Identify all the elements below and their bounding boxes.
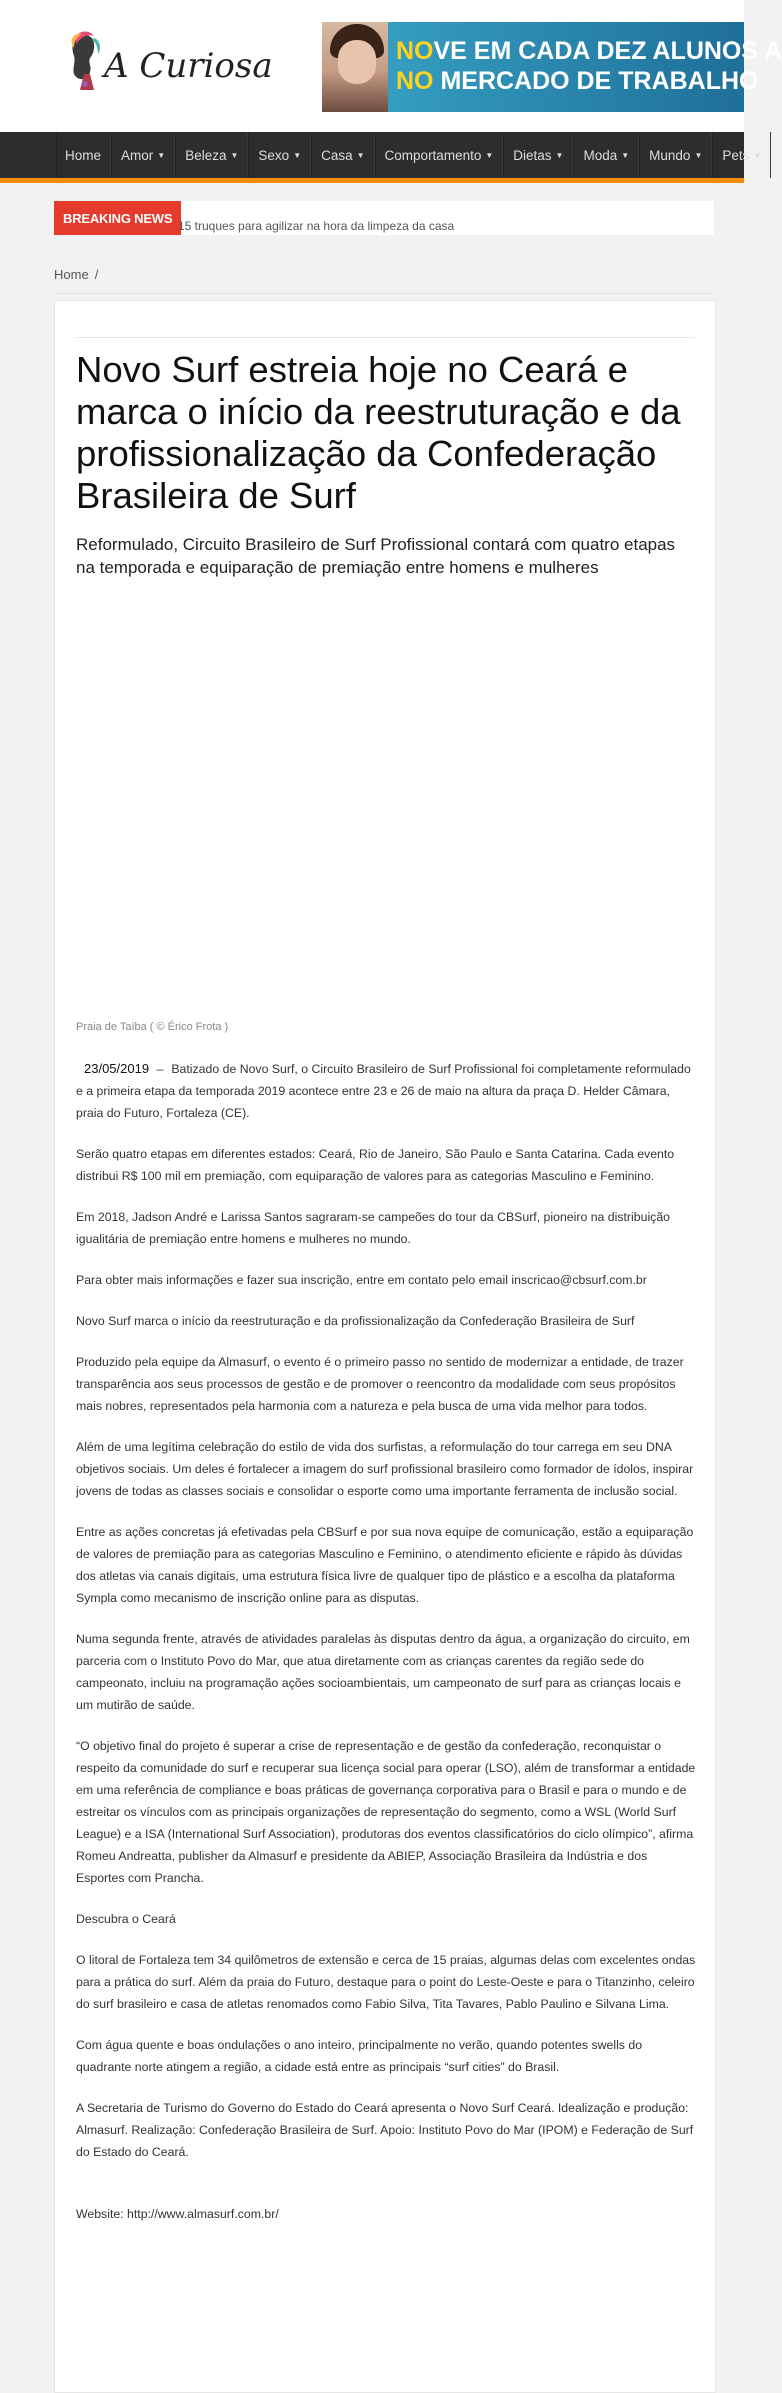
breaking-news-label: BREAKING NEWS [54,201,181,235]
article-paragraph: A Secretaria de Turismo do Governo do Estado do Ceará apresenta o Novo Surf Ceará. Idealização e produção: Almasurf. Realização: Confederação Brasileira de Surf. Apoio: Instituto Povo do Mar (IPOM) e Federação de Surf do Estado do Ceará. [76,2101,694,2159]
nav-item-mundo[interactable]: Mundo ▼ [639,132,712,178]
breaking-news-bar [54,201,714,235]
ad-photo [322,22,388,112]
chevron-down-icon: ▼ [230,150,239,160]
nav-item-home[interactable]: Home [56,132,111,178]
article-paragraph: Novo Surf marca o início da reestruturação e da profissionalização da Confederação Brasileira de Surf [76,1314,635,1328]
website-link[interactable]: Website: http://www.almasurf.com.br/ [76,2207,279,2221]
chevron-down-icon: ▼ [356,150,365,160]
breadcrumb-home-link[interactable]: Home [54,267,89,282]
article-paragraph: “O objetivo final do projeto é superar a crise de representação e de gestão da confederação, reconquistar o respeito da comunidade do surf e recuperar sua licença social para operar (LSO), além de transformar a entidade em uma referência de compliance e boas práticas de governança corporativa para o Brasil e para o mundo e de estreitar os vínculos com as principais organizações de representação do segmento, como a WSL (World Surf League) e a ISA (International Surf Association), produtoras dos eventos classificatórios do ciclo olímpico”, afirma Romeu Andreatta, publisher da Almasurf e presidente da ABIEP, Associação Brasileira da Indústria e dos Esportes com Prancha. [76,1739,696,1885]
chevron-down-icon: ▼ [621,150,630,160]
chevron-down-icon: ▼ [293,150,302,160]
chevron-down-icon: ▼ [694,150,703,160]
main-navigation [0,132,762,183]
article-paragraph: Produzido pela equipe da Almasurf, o evento é o primeiro passo no sentido de modernizar a entidade, de trazer transparência aos seus processos de gestão e de promover o reencontro da modalidade com seus propósitos mais nobres, representados pela harmonia com a natureza e pela busca de uma vida melhor para todos. [76,1355,684,1413]
ad-headline: NOVE EM CADA DEZ ALUNOS A NO MERCADO DE TRABALHO [396,37,782,95]
nav-item-pets[interactable]: Pets ▼ [712,132,771,178]
nav-item-beleza[interactable]: Beleza ▼ [175,132,248,178]
article-paragraph: Serão quatro etapas em diferentes estados: Ceará, Rio de Janeiro, São Paulo e Santa Catarina. Cada evento distribui R$ 100 mil em premiação, com equiparação de valores para as categorias Masculino e Feminino. [76,1147,675,1183]
nav-item-amor[interactable]: Amor ▼ [111,132,175,178]
article-date: 23/05/2019 [84,1061,150,1076]
ad-banner[interactable] [322,22,782,112]
article-subtitle: Reformulado, Circuito Brasileiro de Surf Profissional contará com quatro etapas na temporada e equiparação de premiação entre homens e mulheres [76,535,676,577]
nav-item-comportamento[interactable]: Comportamento ▼ [375,132,504,178]
site-header [0,0,782,132]
logo-woman-silhouette-icon [66,30,108,92]
chevron-down-icon: ▼ [157,150,166,160]
article-paragraph: Com água quente e boas ondulações o ano inteiro, principalmente no verão, quando potentes swells do quadrante norte atingem a região, a cidade está entre as principais “surf cities” do Brasil. [76,2038,643,2074]
article-paragraph: Para obter mais informações e fazer sua inscrição, entre em contato pelo email inscricao@cbsurf.com.br [76,1273,647,1287]
article-paragraph: Em 2018, Jadson André e Larissa Santos sagraram-se campeões do tour da CBSurf, pioneiro na distribuição igualitária de premiação entre homens e mulheres no mundo. [76,1210,670,1246]
chevron-down-icon: ▼ [555,150,564,160]
site-name: A Curiosa [104,46,273,86]
nav-item-sexo[interactable]: Sexo ▼ [248,132,311,178]
article-title: Novo Surf estreia hoje no Ceará e marca o início da reestruturação e da profissionalização da Confederação Brasileira de Surf [76,349,681,516]
breadcrumb-separator: / [94,267,99,282]
image-caption: Praia de Taíba ( © Érico Frota ) [76,1021,229,1033]
nav-item-casa[interactable]: Casa ▼ [311,132,374,178]
chevron-down-icon: ▼ [485,150,494,160]
nav-item-dietas[interactable]: Dietas ▼ [503,132,573,178]
breadcrumb [54,267,714,294]
nav-item-moda[interactable]: Moda ▼ [573,132,639,178]
article-paragraph: Além de uma legítima celebração do estilo de vida dos surfistas, a reformulação do tour carrega em seu DNA objetivos sociais. Um deles é fortalecer a imagem do surf profissional brasileiro como formador de ídolos, inspirar jovens de todas as classes sociais e consolidar o esporte como uma importante ferramenta de inclusão social. [76,1440,694,1498]
breaking-news-ticker[interactable]: 15 truques para agilizar na hora da limpeza da casa [178,219,455,233]
article-body [76,1058,696,2244]
divider [75,337,695,338]
chevron-down-icon: ▼ [753,150,762,160]
article-paragraph: O litoral de Fortaleza tem 34 quilômetros de extensão e cerca de 15 praias, algumas delas com excelentes ondas para a prática do surf. Além da praia do Futuro, destaque para o point do Leste-Oeste e para o Titanzinho, celeiro do surf brasileiro e casa de atletas renomados como Fabio Silva, Tita Tavares, Pablo Paulino e Silvana Lima. [76,1953,696,2011]
article-lead-paragraph: 23/05/2019 – Batizado de Novo Surf, o Circuito Brasileiro de Surf Profissional foi completamente reformulado e a primeira etapa da temporada 2019 acontece entre 23 e 26 de maio na altura da praça D. Helder Câmara, praia do Futuro, Fortaleza (CE). [76,1061,691,1120]
article-paragraph: Entre as ações concretas já efetivadas pela CBSurf e por sua nova equipe de comunicação, estão a equiparação de valores de premiação para as categorias Masculino e Feminino, o atendimento eficiente e rápido às dúvidas dos atletas via canais digitais, uma estrutura física livre de qualquer tipo de plástico e a escolha da plataforma Sympla como mecanismo de inscrição online para as disputas. [76,1525,694,1605]
article-media-area [76,591,696,1011]
article-container [54,300,716,2393]
article-paragraph: Numa segunda frente, através de atividades paralelas às disputas dentro da água, a organização do circuito, em parceria com o Instituto Povo do Mar, que atua diretamente com as crianças carentes da região sede do campeonato, incluiu na programação ações socioambientais, um campeonato de surf para as crianças locais e um mutirão de saúde. [76,1632,690,1712]
article-section-heading: Descubra o Ceará [76,1912,176,1926]
site-logo[interactable] [66,26,273,98]
